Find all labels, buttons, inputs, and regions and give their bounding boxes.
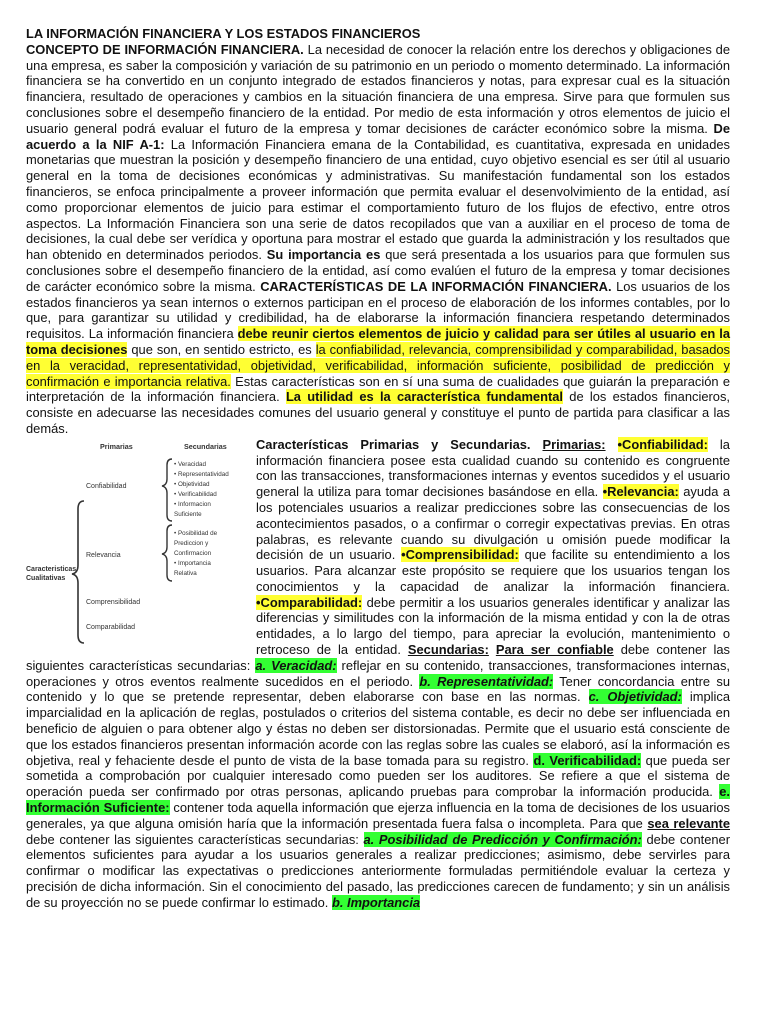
representatividad-label: b. Representatividad:	[419, 673, 554, 689]
diagram-conf-item-informacion: • Informacion	[174, 500, 211, 508]
characteristics-text-c: Estas características son en sí una suma de cualidades que guiarán la preparación e interpretación de la información financiera.	[26, 373, 730, 405]
diagram-col-primarias: Primarias	[100, 441, 133, 451]
diagram-confiabilidad: Confiabilidad	[86, 482, 127, 490]
veracidad-text: reflejar en su contenido, transacciones, transformaciones internas, operaciones y otros eventos realmente sucedidos en el periodo.	[26, 657, 730, 689]
diagram-conf-item-suficiente: Suficiente	[174, 510, 202, 518]
primarias-label: Primarias:	[542, 436, 606, 452]
posibilidad-prediccion-label: a. Posibilidad de Predicción y Confirmación:	[363, 831, 642, 847]
characteristics-text-b: que son, en sentido estricto, es	[127, 341, 316, 357]
verificabilidad-text: que pueda ser sometida a comprobación por cualquier interesado como pueden ser los auditores. Se refiere a que el sistema de operación pueda ser confirmado por otras personas, aplicando pruebas para comprobar la información producida.	[26, 752, 730, 800]
comparabilidad-label: •Comparabilidad:	[256, 594, 363, 610]
diagram-root-line2: Cualitativas	[26, 574, 66, 582]
highlight-elements-juicio: debe reunir ciertos elementos de juicio y calidad para ser útiles al usuario en la toma decisiones	[26, 326, 730, 357]
confiabilidad-text: la información financiera posee esta cualidad cuando su contenido es congruente con las transacciones, transformaciones internas y eventos sucedidos y el usuario general la utiliza para tomar decisiones basándose en ella.	[256, 436, 730, 500]
confiabilidad-label: •Confiabilidad:	[617, 436, 708, 452]
concept-text-a: La necesidad de conocer la relación entre los derechos y obligaciones de una empresa, es saber la composición y variación de su patrimonio en un periodo o momento determinado. La información financiera se ha convertido en un conjunto integrado de estados financieros y notas, para expresar cual es la situación financiera, resultado de operaciones y cambios en la situación financiera de una empresa. Sirve para que formulen sus conclusiones sobre el desempeño financiero de la entidad. Por medio de esta información y otros elementos de juicio el usuario general podrá evaluar el futuro de la empresa y tomar decisiones de carácter económico sobre la misma.	[26, 41, 730, 136]
relevancia-label: •Relevancia:	[602, 484, 679, 500]
informacion-suficiente-label: e. Información Suficiente:	[26, 784, 730, 816]
diagram-conf-item-representatividad: • Representatividad	[174, 470, 229, 478]
concept-paragraph	[26, 42, 730, 437]
highlight-characteristics-list: la confiabilidad, relevancia, comprensibilidad y comparabilidad, basados en la veracidad, representatividad, objetividad, verificabilidad, información suficiente, posibilidad de predicción y confirmación e importancia relativa.	[26, 341, 731, 389]
concept-text-c: que será presentada a los usuarios para que formulen sus conclusiones sobre el desempeño financiero de la entidad, así como evalúen el futuro de la empresa y tomar decisiones de carácter económico sobre la misma.	[26, 247, 730, 294]
diagram-comprensibilidad: Comprensibilidad	[86, 598, 141, 606]
verificabilidad-label: d. Verificabilidad:	[533, 752, 642, 768]
diagram-confiabilidad-bracket	[162, 459, 172, 521]
representatividad-text: Tener concordancia entre su contenido y lo que se pretende representar, deben elaborarse con base en las normas.	[26, 673, 730, 705]
concept-heading: CONCEPTO DE INFORMACIÓN FINANCIERA.	[26, 41, 304, 57]
diagram-comparabilidad: Comparabilidad	[86, 623, 136, 631]
characteristics-text-d: de los estados financieros, consiste en adecuarse las necesidades comunes del usuario general y constituye el punto de partida para clasificar a las demás.	[26, 389, 730, 436]
highlight-utilidad: La utilidad es la característica fundamental	[285, 389, 564, 405]
diagram-conf-item-objetividad: • Objetividad	[174, 480, 210, 488]
diagram-conf-item-veracidad: • Veracidad	[174, 460, 206, 468]
objetividad-text: implica imparcialidad en la aplicación de reglas, postulados o criterios del sistema contable, es decir no debe ser influenciada en beneficio de alguien o para obtener algo y éstas no deben ser distorsionadas. Permite que el usuario está consciente de que los estados financieros presentan información acorde con las reglas sobre las cuales se elaboró, así la información es objetiva, real y fehaciente desde el punto de vista de la base tomada para su registro.	[26, 689, 730, 768]
primary-secondary-heading: Características Primarias y Secundarias.	[256, 436, 531, 452]
diagram-rel-item-prediccion: Prediccion y	[174, 539, 209, 547]
diagram-root-line1: Caracteristicas	[26, 565, 77, 573]
comparabilidad-text: debe permitir a los usuarios generales identificar y analizar las diferencias y similitudes con la información de la misma entidad y con la de otras entidades, a lo largo del tiempo, para apreciar la evolución, mantenimiento o retroceso de la entidad.	[256, 594, 730, 658]
comprensibilidad-label: •Comprensibilidad:	[401, 547, 519, 563]
diagram-relevancia: Relevancia	[86, 551, 121, 559]
objetividad-label: c. Objetividad:	[588, 689, 682, 705]
veracidad-label: a. Veracidad:	[255, 657, 337, 673]
characteristics-text-a: Los usuarios de los estados financieros ya sean internos o externos participan en el proceso de elaboración de los informes contables, por lo que, para garantizar su utilidad y credibilidad, ha de elaborarse la información financiera respetando determinados requisitos. La información financiera	[26, 278, 730, 342]
characteristics-heading: CARACTERÍSTICAS DE LA INFORMACIÓN FINANCIERA.	[260, 278, 612, 294]
diagram-relevancia-bracket	[162, 525, 172, 581]
secundarias-text-a: debe contener las siguientes características secundarias:	[26, 642, 730, 673]
importancia-relativa-label: b. Importancia	[331, 894, 421, 910]
diagram-col-secundarias: Secundarias	[184, 441, 227, 451]
comprensibilidad-text: que facilite su entendimiento a los usuarios. Para alcanzar este propósito se requiere que los usuarios tengan los conocimientos y la capacidad de analizar la información financiera.	[256, 547, 730, 594]
diagram-confiabilidad-items	[174, 461, 229, 518]
diagram-rel-item-relativa: Relativa	[174, 569, 197, 577]
secundarias-label: Secundarias:	[407, 642, 489, 658]
page-title: LA INFORMACIÓN FINANCIERA Y LOS ESTADOS FINANCIEROS	[26, 26, 421, 41]
diagram-conf-item-verificabilidad: • Verificabilidad	[174, 490, 217, 498]
informacion-suficiente-text: contener toda aquella información que ejerza influencia en la toma de decisiones de los usuarios generales, ya que alguna omisión haría que la información presentada fuera falsa o incompleta. Para que	[26, 800, 730, 831]
sea-relevante-label: sea relevante	[647, 815, 731, 831]
diagram-rel-item-confirmacion: Confirmacion	[174, 549, 212, 557]
posibilidad-prediccion-text: debe contener elementos suficientes para ayudar a los usuarios generales a realizar predicciones; asimismo, debe servirles para confirmar o modificar las expectativas o predicciones anteriormente formuladas permitiéndole evaluar la certeza y precisión de dicha información. Sin el conocimiento del pasado, las predicciones carecen de fundamento; y sin un análisis de su proyección no se puede confirmar lo estimado.	[26, 831, 730, 910]
nif-label: De acuerdo a la NIF A-1:	[26, 120, 730, 152]
secundarias-text-b: debe contener las siguientes características secundarias:	[26, 831, 364, 847]
characteristics-diagram	[26, 439, 248, 651]
para-ser-confiable-label: Para ser confiable	[495, 642, 614, 658]
diagram-relevancia-items	[174, 530, 218, 577]
importance-label: Su importancia es	[266, 247, 381, 263]
relevancia-text: ayuda a los potenciales usuarios a realizar predicciones sobre las consecuencias de los acontecimientos pasados, o a confirmar o corregir expectativas previas. En otras palabras, es relevante cuando su divulgación u omisión puede modificar la decisión de un usuario.	[256, 484, 730, 563]
diagram-rel-item-posibilidad: • Posibilidad de	[174, 529, 218, 537]
concept-text-b: La Información Financiera emana de la Contabilidad, es cuantitativa, expresada en unidades monetarias que muestran la posición y desempeño financiero de una entidad, cuyo objetivo esencial es ser útil al usuario general en la toma de decisiones económicas y administrativas. Su manifestación fundamental son los estados financieros, se enfoca principalmente a proveer información que permita evaluar el desenvolvimiento de la entidad, así como proporcionar elementos de juicio para estimar el comportamiento futuro de los flujos de efectivo, entre otros aspectos. La Información Financiera son una serie de datos recopilados que van a auxiliar en el proceso de toma de decisiones, la cual debe ser verídica y oportuna para mostrar el estado que guarda la administración y los resultados que han obtenido en determinados periodos.	[26, 136, 730, 263]
diagram-rel-item-importancia: • Importancia	[174, 559, 211, 567]
